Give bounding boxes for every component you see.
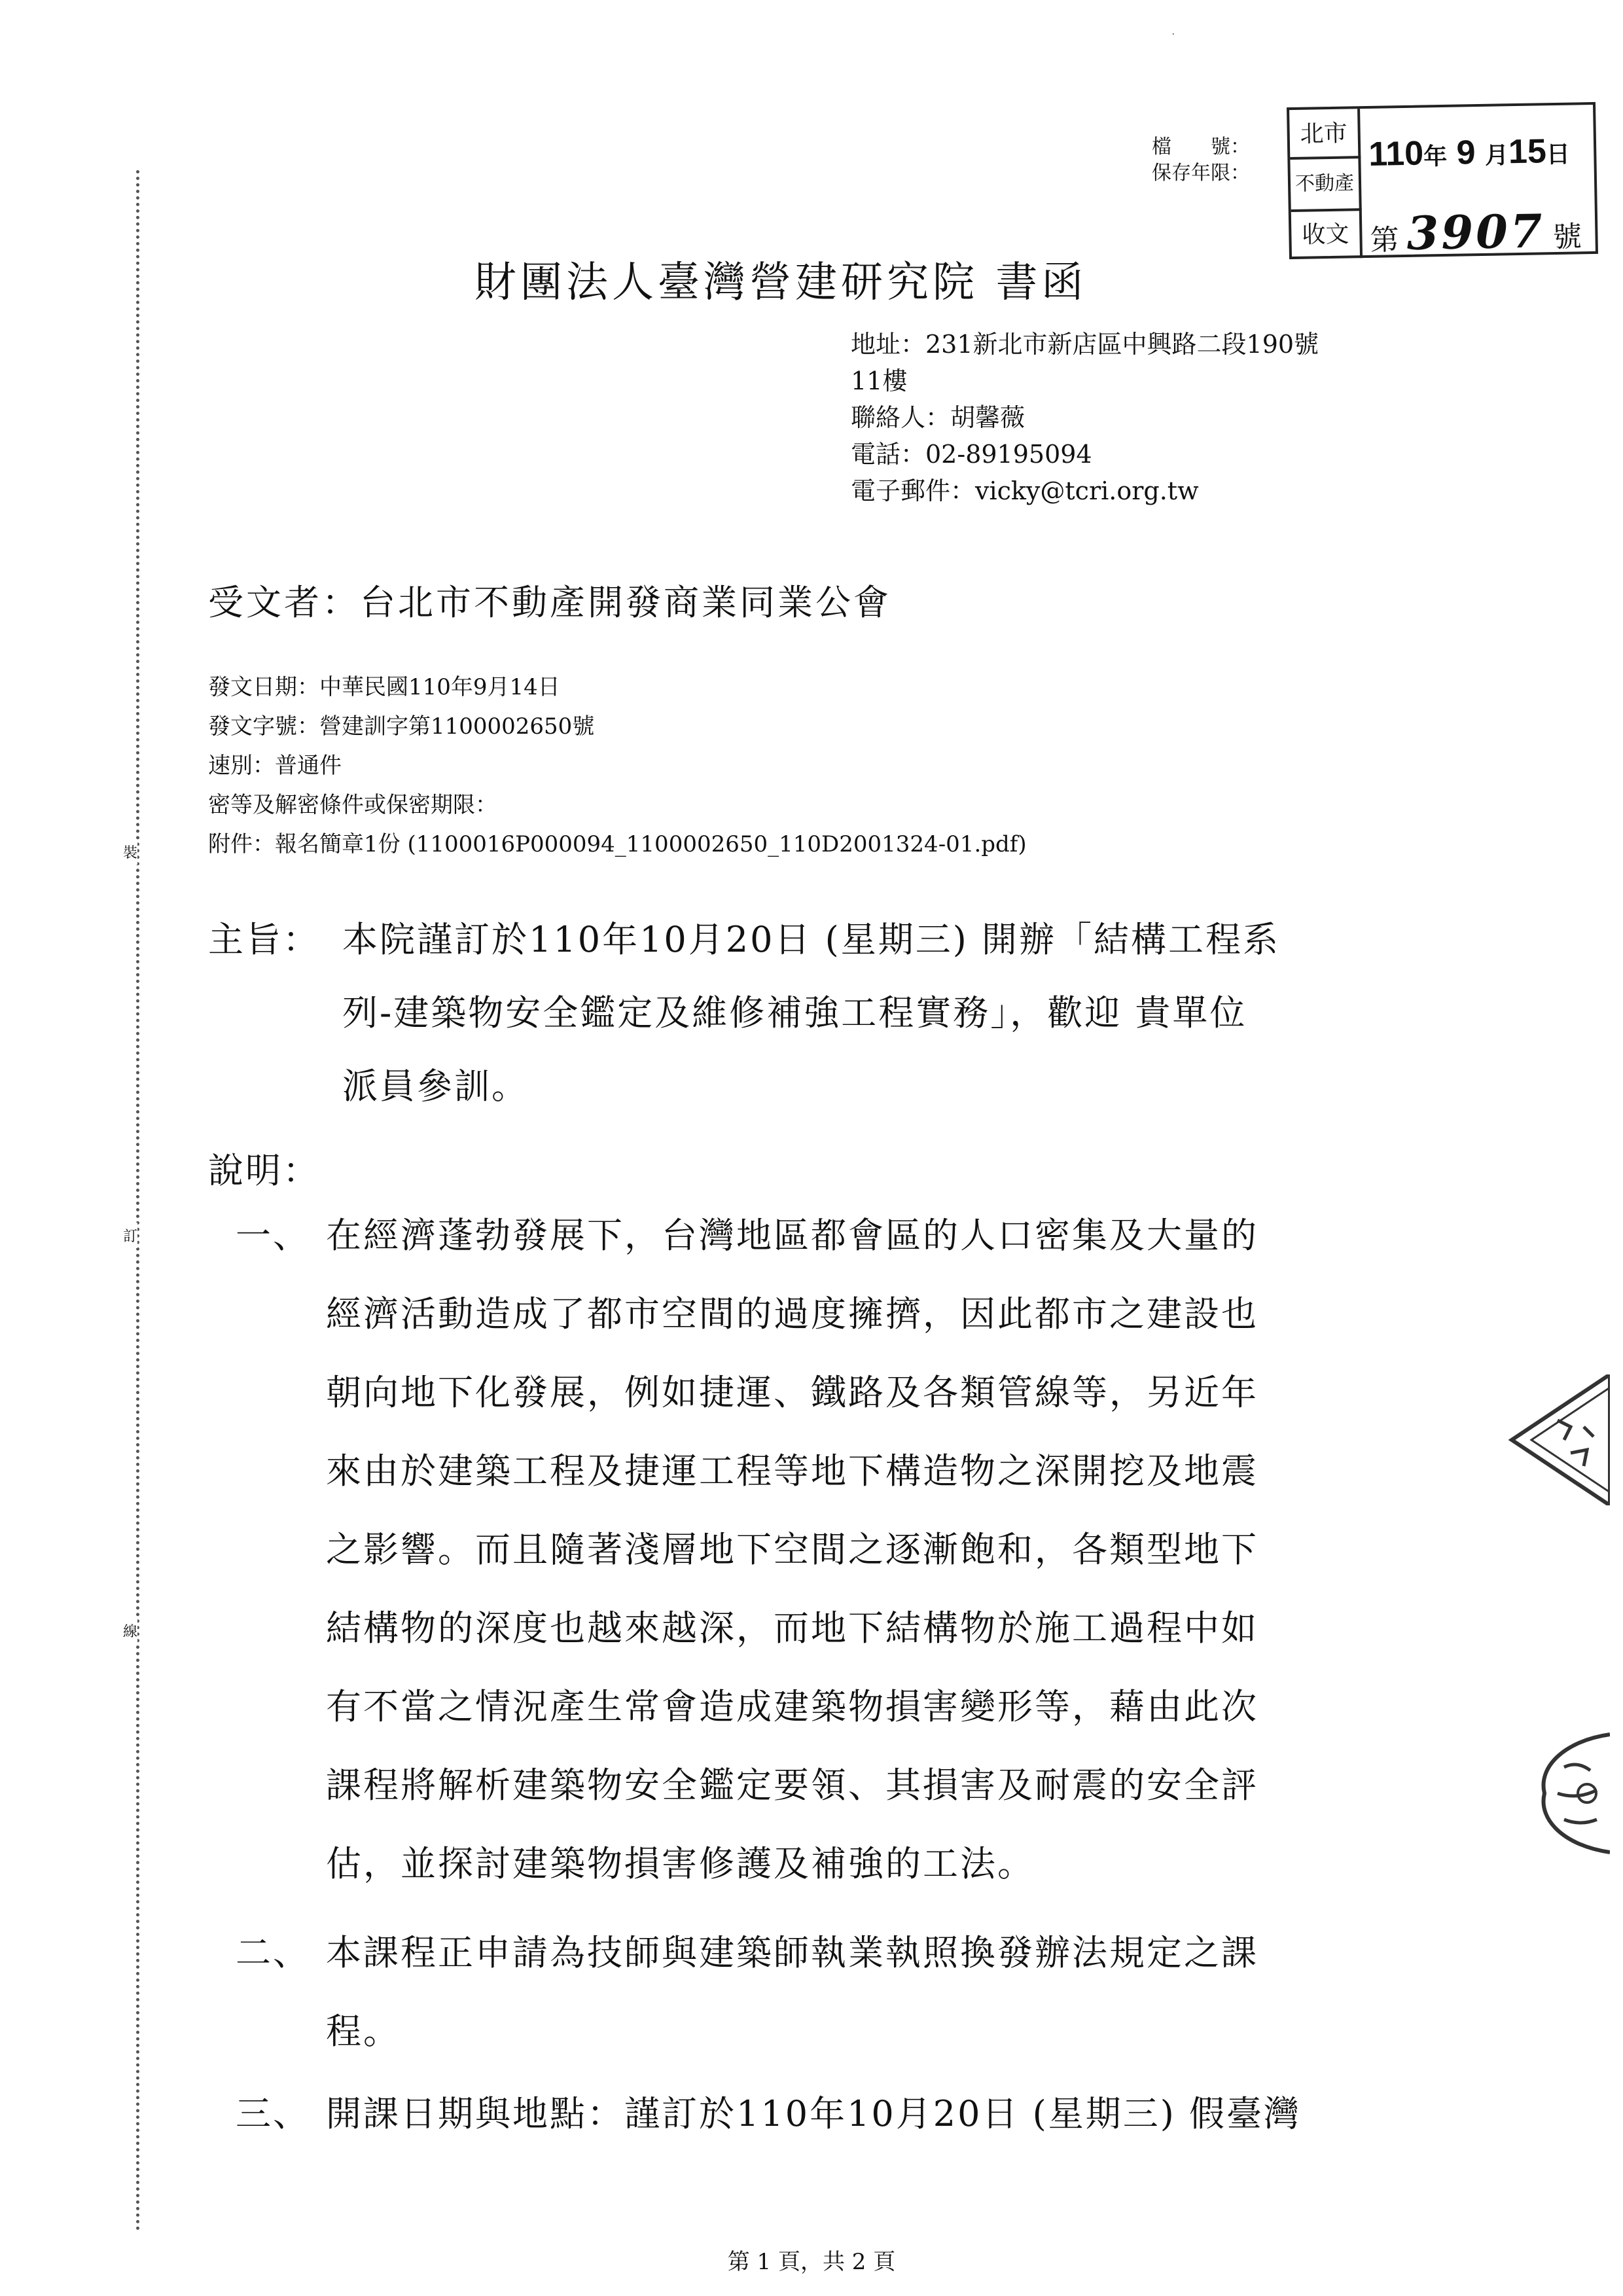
sender-info [851, 326, 1319, 509]
subject-line: 列-建築物安全鑑定及維修補強工程實務」，歡迎 貴單位 [342, 992, 1247, 1033]
binding-line [136, 170, 139, 2232]
item-line: 結構物的深度也越來越深，而地下結構物於施工過程中如 [326, 1607, 1258, 1649]
stamp-top-left: 北市 [1289, 109, 1361, 158]
issue-date: 發文日期：中華民國110年9月14日 [208, 674, 560, 700]
reference-number: 發文字號：營建訓字第1100002650號 [208, 713, 595, 740]
security-level: 密等及解密條件或保密期限： [208, 792, 497, 818]
item-line: 課程將解析建築物安全鑑定要領、其損害及耐震的安全評 [326, 1765, 1258, 1806]
item-number: 二、 [236, 1932, 310, 1973]
explanation-item-3 [236, 2075, 1301, 2153]
stamp-number-prefix: 第 [1370, 224, 1399, 257]
item-line: 程。 [326, 2011, 401, 2052]
document-meta [208, 668, 1027, 864]
item-line: 開課日期與地點：謹訂於110年10月20日 (星期三) 假臺灣 [326, 2093, 1301, 2134]
stamp-number-value: 3907 [1406, 204, 1546, 260]
file-number-label: 檔 號： [1152, 135, 1250, 158]
stamp-day-suffix: 日 [1546, 140, 1571, 168]
sender-contact: 聯絡人：胡馨薇 [851, 403, 1026, 432]
sender-email: 電子郵件：vicky@tcri.org.tw [851, 476, 1199, 505]
explanation-heading: 說明： [208, 1150, 320, 1191]
stamp-month: 9 [1446, 133, 1486, 172]
stamp-mid-left: 不動產 [1290, 157, 1361, 211]
seal-partial [1525, 1728, 1610, 1859]
scan-speck: · [1171, 27, 1175, 41]
explanation-item-1 [236, 1196, 1258, 1903]
attachment: 附件：報名簡章1份 (1100016P000094_1100002650_110D2001324-01.pdf) [208, 831, 1027, 857]
item-line: 在經濟蓬勃發展下，台灣地區都會區的人口密集及大量的 [326, 1215, 1258, 1256]
item-line: 估，並探討建築物損害修護及補強的工法。 [326, 1843, 1035, 1884]
stamp-year: 110 [1368, 134, 1424, 173]
binding-mark-ding: 訂 [123, 1223, 137, 1248]
file-info [1135, 134, 1250, 187]
stamp-month-suffix: 月 [1484, 141, 1509, 169]
recipient: 受文者：台北市不動產開發商業同業公會 [208, 582, 891, 623]
item-line: 有不當之情況產生常會造成建築物損害變形等，藉由此次 [326, 1686, 1258, 1727]
retention-label: 保存年限： [1152, 162, 1250, 185]
item-number: 三、 [236, 2093, 310, 2134]
explanation-item-2 [236, 1914, 1258, 2071]
stamp-number-suffix: 號 [1552, 221, 1582, 254]
item-line: 之影響。而且隨著淺層地下空間之逐漸飽和，各類型地下 [326, 1529, 1258, 1570]
item-line: 來由於建築工程及捷運工程等地下構造物之深開挖及地震 [326, 1450, 1258, 1492]
stamp-year-suffix: 年 [1423, 142, 1448, 170]
sender-address-line2: 11樓 [851, 367, 908, 395]
sender-phone: 電話：02-89195094 [851, 440, 1092, 469]
subject-line: 派員參訓。 [342, 1066, 529, 1107]
delivery-speed: 速別：普通件 [208, 753, 342, 779]
document-title: 財團法人臺灣營建研究院 書函 [474, 259, 1088, 307]
binding-mark-xian: 線 [123, 1618, 137, 1643]
stamp-number [1370, 203, 1582, 261]
stamp-bottom-left: 收文 [1291, 209, 1363, 259]
stamp-date [1368, 132, 1571, 174]
item-number: 一、 [236, 1215, 310, 1256]
electronic-seal-partial [1499, 1374, 1610, 1505]
sender-address-line1: 地址：231新北市新店區中興路二段190號 [851, 330, 1319, 359]
item-line: 朝向地下化發展，例如捷運、鐵路及各類管線等，另近年 [326, 1372, 1258, 1413]
page-footer: 第 1 頁，共 2 頁 [727, 2249, 896, 2275]
item-line: 經濟活動造成了都市空間的過度擁擠，因此都市之建設也 [326, 1293, 1258, 1335]
item-line: 本課程正申請為技師與建築師執業執照換發辦法規定之課 [326, 1932, 1258, 1973]
stamp-day: 15 [1508, 132, 1547, 171]
subject-line: 本院謹訂於110年10月20日 (星期三) 開辦「結構工程系 [342, 919, 1280, 960]
subject-label: 主旨： [208, 919, 320, 960]
binding-mark-zhuang: 裝 [123, 839, 137, 865]
subject [208, 903, 1280, 1123]
receipt-stamp [1287, 102, 1598, 259]
